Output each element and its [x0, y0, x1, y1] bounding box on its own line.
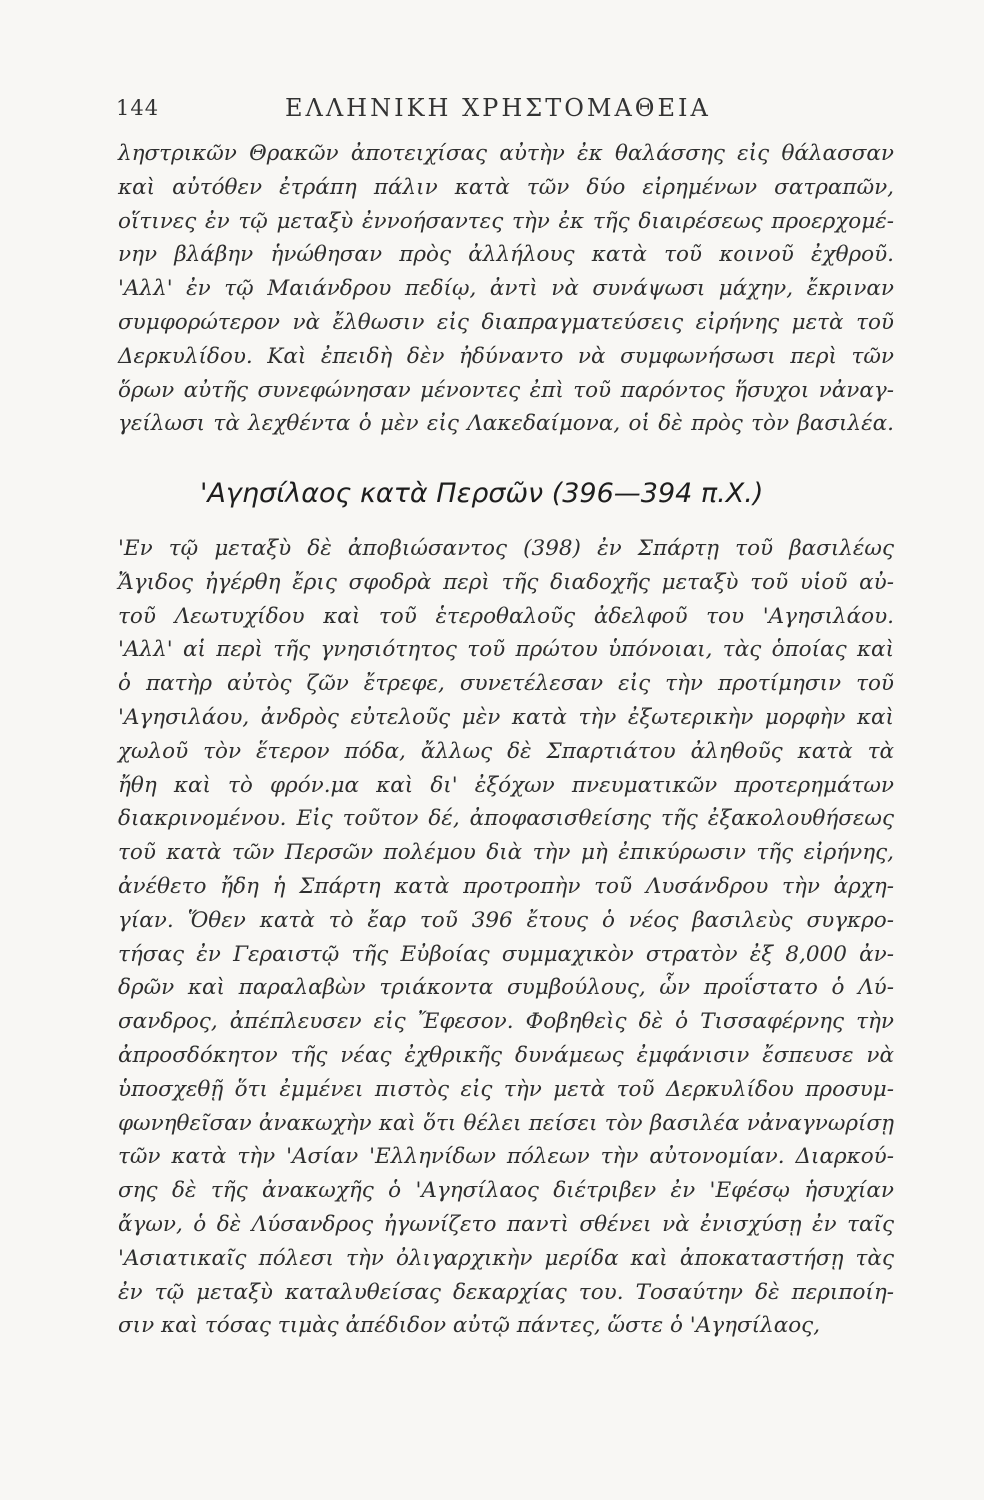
text-line: τοῦ κατὰ τῶν Περσῶν πολέμου διὰ τὴν μὴ ἐπικύρωσιν τῆς εἰρήνης, [118, 840, 894, 866]
text-line: γείλωσι τὰ λεχθέντα ὁ μὲν εἰς Λακεδαίμονα, οἱ δὲ πρὸς τὸν βασιλέα. [118, 411, 894, 437]
paragraph-1 [118, 137, 894, 441]
text-line: νην βλάβην ἡνώθησαν πρὸς ἀλλήλους κατὰ τοῦ κοινοῦ ἐχθροῦ. [118, 242, 894, 268]
text-line: καὶ αὐτόθεν ἐτράπη πάλιν κατὰ τῶν δύο εἰρημένων σατραπῶν, [118, 174, 894, 200]
text-line: χωλοῦ τὸν ἕτερον πόδα, ἄλλως δὲ Σπαρτιάτου ἀληθοῦς κατὰ τὰ [118, 738, 894, 764]
text-line: 'Ασιατικαῖς πόλεσι τὴν ὀλιγαρχικὴν μερίδα καὶ ἀποκαταστήσῃ τὰς [118, 1245, 894, 1271]
page-number: 144 [116, 96, 160, 120]
text-line: ἄγων, ὁ δὲ Λύσανδρος ἠγωνίζετο παντὶ σθένει νὰ ἐνισχύσῃ ἐν ταῖς [118, 1211, 894, 1237]
text-line: σης δὲ τῆς ἀνακωχῆς ὁ 'Αγησίλαος διέτριβεν ἐν 'Εφέσῳ ἡσυχίαν [118, 1178, 894, 1204]
text-line: τήσας ἐν Γεραιστῷ τῆς Εὐβοίας συμμαχικὸν στρατὸν ἐξ 8,000 ἀν- [118, 941, 894, 967]
text-line: ἀνέθετο ἤδη ἡ Σπάρτη κατὰ προτροπὴν τοῦ Λυσάνδρου τὴν ἀρχη- [118, 873, 894, 899]
text-line: γίαν. Ὅθεν κατὰ τὸ ἔαρ τοῦ 396 ἔτους ὁ νέος βασιλεὺς συγκρο- [118, 907, 894, 933]
page-header [0, 88, 984, 128]
text-line: ὅρων αὐτῆς συνεφώνησαν μένοντες ἐπὶ τοῦ παρόντος ἥσυχοι νἀναγ- [118, 377, 894, 403]
text-line: ἤθη καὶ τὸ φρόν.μα καὶ δι' ἐξόχων πνευματικῶν προτερημάτων [118, 772, 894, 798]
text-line: ἐν τῷ μεταξὺ καταλυθείσας δεκαρχίας του. Τοσαύτην δὲ περιποίη- [118, 1279, 894, 1305]
text-line: Δερκυλίδου. Καὶ ἐπειδὴ δὲν ἠδύναντο νὰ συμφωνήσωσι περὶ τῶν [118, 343, 894, 369]
text-line: διακρινομένου. Εἰς τοῦτον δέ, ἀποφασισθείσης τῆς ἐξακολουθήσεως [118, 806, 894, 832]
text-line: οἵτινες ἐν τῷ μεταξὺ ἐννοήσαντες τὴν ἐκ τῆς διαιρέσεως προερχομέ- [118, 208, 894, 234]
section-heading: 'Αγησίλαος κατὰ Περσῶν (396—394 π.Χ.) [200, 478, 764, 509]
text-line: 'Αλλ' ἐν τῷ Μαιάνδρου πεδίῳ, ἀντὶ νὰ συνάψωσι μάχην, ἔκριναν [118, 276, 894, 302]
text-line: τοῦ Λεωτυχίδου καὶ τοῦ ἑτεροθαλοῦς ἀδελφοῦ του 'Αγησιλάου. [118, 603, 894, 629]
text-line: ληστρικῶν Θρακῶν ἀποτειχίσας αὐτὴν ἐκ θαλάσσης εἰς θάλασσαν [118, 141, 894, 166]
text-line: 'Εν τῷ μεταξὺ δὲ ἀποβιώσαντος (398) ἐν Σπάρτῃ τοῦ βασιλέως [118, 536, 894, 561]
text-line: σιν καὶ τόσας τιμὰς ἀπέδιδον αὐτῷ πάντες, ὥστε ὁ 'Αγησίλαος, [118, 1313, 821, 1339]
text-line: 'Αγησιλάου, ἀνδρὸς εὐτελοῦς μὲν κατὰ τὴν ἐξωτερικὴν μορφὴν καὶ [118, 704, 894, 730]
text-line: σανδρος, ἀπέπλευσεν εἰς Ἔφεσον. Φοβηθεὶς δὲ ὁ Τισσαφέρνης τὴν [118, 1009, 894, 1035]
text-line: φωνηθεῖσαν ἀνακωχὴν καὶ ὅτι θέλει πείσει τὸν βασιλέα νἀναγνωρίσῃ [118, 1110, 894, 1136]
text-line: ὁ πατὴρ αὐτὸς ζῶν ἔτρεφε, συνετέλεσαν εἰς τὴν προτίμησιν τοῦ [118, 671, 894, 697]
text-line: ὑποσχεθῇ ὅτι ἐμμένει πιστὸς εἰς τὴν μετὰ τοῦ Δερκυλίδου προσυμ- [118, 1076, 894, 1102]
running-title: ΕΛΛΗΝΙΚΗ ΧΡΗΣΤΟΜΑΘΕΙΑ [285, 94, 711, 122]
text-line: δρῶν καὶ παραλαβὼν τριάκοντα συμβούλους, ὧν προΐστατο ὁ Λύ- [118, 975, 894, 1001]
paragraph-2 [118, 532, 894, 1343]
text-line: Ἄγιδος ἠγέρθη ἔρις σφοδρὰ περὶ τῆς διαδοχῆς μεταξὺ τοῦ υἱοῦ αὐ- [118, 569, 894, 595]
text-line: 'Αλλ' αἱ περὶ τῆς γνησιότητος τοῦ πρώτου ὑπόνοιαι, τὰς ὁποίας καὶ [118, 637, 894, 663]
text-line: συμφορώτερον νὰ ἔλθωσιν εἰς διαπραγματεύσεις εἰρήνης μετὰ τοῦ [118, 309, 894, 335]
text-line: τῶν κατὰ τὴν 'Ασίαν 'Ελληνίδων πόλεων τὴν αὐτονομίαν. Διαρκού- [118, 1144, 894, 1170]
text-line: ἀπροσδόκητον τῆς νέας ἐχθρικῆς δυνάμεως ἐμφάνισιν ἔσπευσε νὰ [118, 1042, 894, 1068]
